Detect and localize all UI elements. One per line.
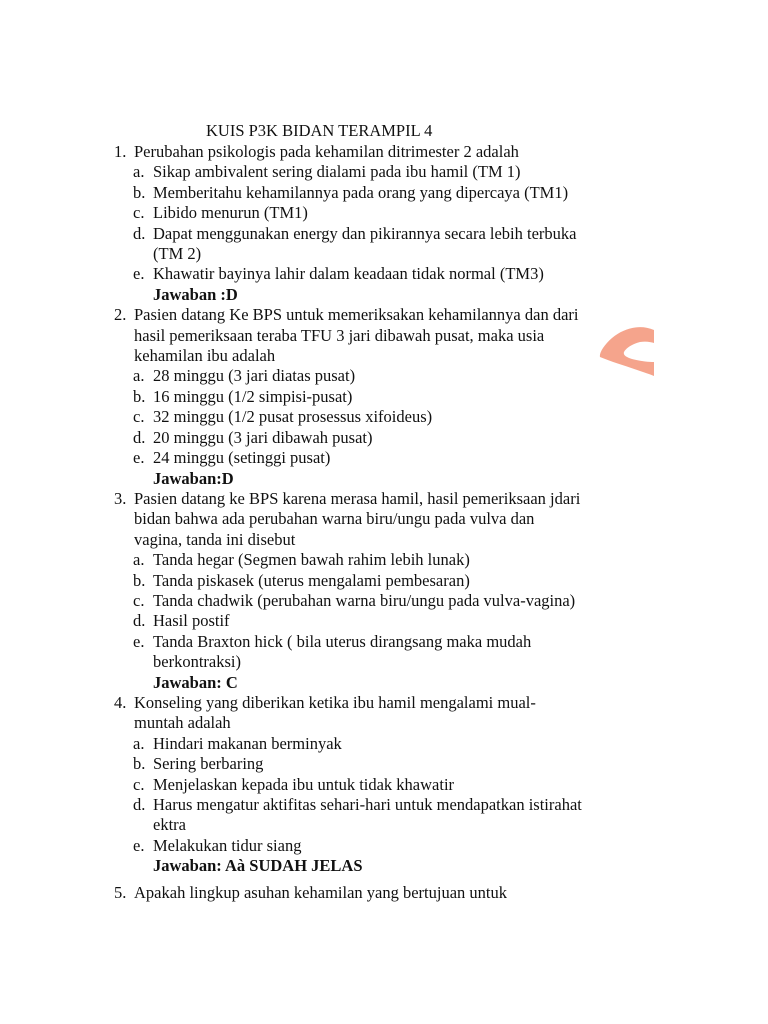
- answer-key: Jawaban :D: [153, 284, 238, 304]
- document-title: KUIS P3K BIDAN TERAMPIL 4: [206, 121, 433, 140]
- answer-option: [0, 550, 585, 570]
- answer-option: [0, 591, 585, 611]
- option-text: Melakukan tidur siang: [153, 835, 302, 855]
- question-body: Pasien datang Ke BPS untuk memeriksakan kehamilannya dan dari hasil pemeriksaan teraba TFU 3 jari dibawah pusat, maka usia kehamilan ibu adalah: [134, 305, 579, 366]
- question-body: Pasien datang ke BPS karena merasa hamil, hasil pemeriksaan jdari bidan bahwa ada perubahan warna biru/ungu pada vulva dan vagina, tanda ini disebut: [134, 488, 581, 549]
- answer-key: Jawaban:D: [153, 468, 234, 488]
- option-letter: c.: [133, 407, 145, 427]
- option-letter: d.: [133, 223, 146, 243]
- option-text: 32 minggu (1/2 pusat prosessus xifoideus): [153, 407, 433, 427]
- answer-key: Jawaban: Aà SUDAH JELAS: [153, 856, 363, 876]
- question-block: [0, 142, 768, 305]
- quiz-list: [0, 142, 768, 903]
- answer-option: [0, 632, 585, 673]
- option-text: 24 minggu (setinggi pusat): [153, 448, 331, 468]
- question-number: 3.: [114, 488, 127, 508]
- option-letter: b.: [133, 182, 146, 202]
- answer-option: [0, 162, 585, 182]
- question-body: Konseling yang diberikan ketika ibu hamil mengalami mual-muntah adalah: [134, 692, 536, 733]
- option-letter: a.: [133, 550, 145, 570]
- answer-option: [0, 448, 585, 468]
- question-text: [0, 305, 584, 366]
- question-text: [0, 883, 584, 903]
- option-letter: d.: [133, 611, 146, 631]
- option-text: 20 minggu (3 jari dibawah pusat): [153, 427, 373, 447]
- option-text: Menjelaskan kepada ibu untuk tidak khawatir: [153, 774, 455, 794]
- option-text: Khawatir bayinya lahir dalam keadaan tidak normal (TM3): [153, 264, 544, 284]
- answer-option: [0, 366, 585, 386]
- answer-option: [0, 571, 585, 591]
- option-letter: a.: [133, 366, 145, 386]
- option-letter: c.: [133, 590, 145, 610]
- option-text: Tanda Braxton hick ( bila uterus dirangsang maka mudah berkontraksi): [153, 631, 532, 672]
- answer-option: [0, 611, 585, 631]
- question-block: [0, 883, 768, 903]
- answer-option: [0, 836, 585, 856]
- answer-option: [0, 203, 585, 223]
- option-letter: c.: [133, 774, 145, 794]
- question-number: 5.: [114, 882, 127, 902]
- option-text: Sikap ambivalent sering dialami pada ibu hamil (TM 1): [153, 162, 521, 182]
- answer-key: Jawaban: C: [153, 672, 238, 692]
- option-letter: c.: [133, 203, 145, 223]
- option-text: Sering berbaring: [153, 754, 264, 774]
- option-letter: e.: [133, 631, 145, 651]
- option-letter: e.: [133, 835, 145, 855]
- question-text: [0, 693, 584, 734]
- option-text: Tanda piskasek (uterus mengalami pembesaran): [153, 570, 470, 590]
- answer-option: [0, 428, 585, 448]
- option-text: Memberitahu kehamilannya pada orang yang dipercaya (TM1): [153, 182, 569, 202]
- option-letter: b.: [133, 386, 146, 406]
- answer-option: [0, 754, 585, 774]
- answer-option: [0, 734, 585, 754]
- option-text: Tanda chadwik (perubahan warna biru/ungu pada vulva-vagina): [153, 590, 576, 610]
- option-letter: a.: [133, 162, 145, 182]
- question-number: 4.: [114, 692, 127, 712]
- option-text: 16 minggu (1/2 simpisi-pusat): [153, 386, 353, 406]
- question-number: 1.: [114, 142, 127, 161]
- option-text: Libido menurun (TM1): [153, 203, 308, 223]
- question-body: Perubahan psikologis pada kehamilan ditrimester 2 adalah: [134, 142, 519, 161]
- option-letter: a.: [133, 733, 145, 753]
- answer-option: [0, 795, 585, 836]
- option-letter: d.: [133, 795, 146, 814]
- option-letter: b.: [133, 754, 146, 774]
- option-text: Hasil postif: [153, 611, 230, 631]
- question-body: Apakah lingkup asuhan kehamilan yang bertujuan untuk: [134, 882, 507, 902]
- question-block: [0, 305, 768, 489]
- answer-option: [0, 387, 585, 407]
- answer-option: [0, 775, 585, 795]
- option-text: Tanda hegar (Segmen bawah rahim lebih lunak): [153, 550, 470, 570]
- answer-option: [0, 224, 585, 265]
- answer-option: [0, 183, 585, 203]
- answer-option: [0, 407, 585, 427]
- option-text: Harus mengatur aktifitas sehari-hari untuk mendapatkan istirahat ektra: [153, 795, 582, 835]
- option-text: Hindari makanan berminyak: [153, 733, 342, 753]
- option-text: Dapat menggunakan energy dan pikirannya secara lebih terbuka (TM 2): [153, 223, 577, 264]
- question-block: [0, 693, 768, 877]
- question-block: [0, 489, 768, 693]
- question-text: [0, 142, 584, 162]
- option-text: 28 minggu (3 jari diatas pusat): [153, 366, 356, 386]
- answer-option: [0, 264, 585, 284]
- option-letter: b.: [133, 570, 146, 590]
- question-text: [0, 489, 584, 550]
- option-letter: d.: [133, 427, 146, 447]
- question-number: 2.: [114, 305, 127, 325]
- option-letter: e.: [133, 448, 145, 468]
- option-letter: e.: [133, 264, 145, 284]
